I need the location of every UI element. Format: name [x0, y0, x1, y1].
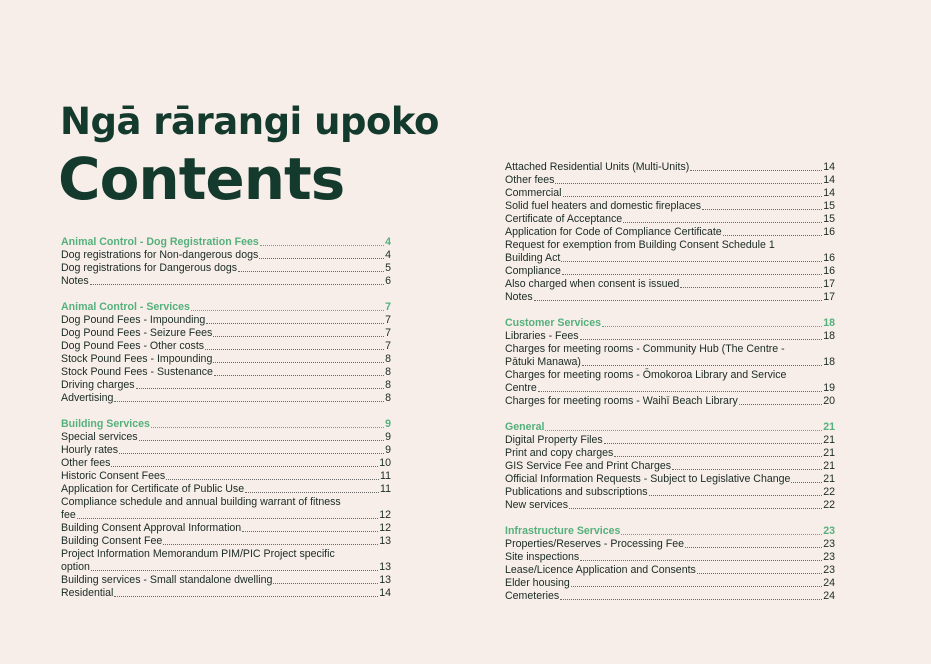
toc-page-number: 18	[823, 317, 835, 329]
toc-entry-label: Charges for meeting rooms - Community Hub (The Centre -	[505, 343, 785, 355]
dot-leader	[139, 440, 385, 441]
dot-leader	[690, 170, 822, 171]
toc-entry[interactable]	[505, 161, 835, 174]
dot-leader	[702, 209, 822, 210]
toc-entry-label-continued: Pātuki Manawa)	[505, 356, 581, 368]
dot-leader	[602, 326, 822, 327]
toc-page-number: 16	[823, 226, 835, 238]
toc-entry-label: Stock Pound Fees - Impounding	[61, 353, 213, 365]
toc-page-number: 7	[385, 301, 391, 313]
toc-entry-label-continued: fee	[61, 509, 76, 521]
toc-entry-label: GIS Service Fee and Print Charges	[505, 460, 672, 472]
page-title-maori: Ngā rārangi upoko	[60, 100, 439, 143]
toc-page-number: 21	[823, 434, 835, 446]
toc-entry[interactable]	[61, 366, 391, 379]
dot-leader	[114, 401, 384, 402]
toc-entry-label: Other fees	[505, 174, 555, 186]
toc-entry-label: Advertising	[61, 392, 114, 404]
toc-section	[505, 525, 835, 603]
toc-entry[interactable]	[505, 460, 835, 473]
toc-entry[interactable]	[61, 496, 391, 522]
toc-entry-label: Attached Residential Units (Multi-Units)	[505, 161, 690, 173]
dot-leader	[245, 492, 379, 493]
toc-entry-label: Application for Code of Compliance Certificate	[505, 226, 722, 238]
toc-entry-label: Dog Pound Fees - Impounding	[61, 314, 206, 326]
toc-entry-label: Dog registrations for Non-dangerous dogs	[61, 249, 259, 261]
toc-page-number: 4	[385, 249, 391, 261]
toc-page-number: 12	[379, 522, 391, 534]
toc-page-number: 7	[385, 340, 391, 352]
toc-section	[505, 421, 835, 512]
toc-page-number: 22	[823, 486, 835, 498]
toc-entry[interactable]	[505, 343, 835, 369]
dot-leader	[111, 466, 378, 467]
toc-entry[interactable]	[505, 291, 835, 304]
toc-page-number: 23	[823, 525, 835, 537]
toc-entry[interactable]	[505, 174, 835, 187]
dot-leader	[260, 245, 384, 246]
toc-entry[interactable]	[61, 314, 391, 327]
toc-entry-label: Notes	[505, 291, 533, 303]
dot-leader	[580, 339, 823, 340]
toc-page-number: 9	[385, 418, 391, 430]
dot-leader	[534, 300, 823, 301]
dot-leader	[555, 183, 822, 184]
toc-section-label: Animal Control - Services	[61, 301, 190, 313]
toc-entry[interactable]	[61, 392, 391, 405]
toc-page-number: 19	[823, 382, 835, 394]
toc-entry[interactable]	[61, 444, 391, 457]
toc-entry[interactable]	[61, 470, 391, 483]
toc-entry[interactable]	[505, 239, 835, 265]
dot-leader	[206, 323, 384, 324]
dot-leader	[571, 586, 822, 587]
toc-entry-label: Commercial	[505, 187, 562, 199]
toc-entry[interactable]	[61, 535, 391, 548]
toc-entry-label: Lease/Licence Application and Consents	[505, 564, 696, 576]
toc-entry-label-continued: Centre	[505, 382, 537, 394]
dot-leader	[213, 362, 384, 363]
toc-entry-label: Driving charges	[61, 379, 135, 391]
toc-entry-label: Building Consent Approval Information	[61, 522, 242, 534]
toc-page-number: 13	[379, 574, 391, 586]
toc-page-number: 8	[385, 353, 391, 365]
toc-page-number: 4	[385, 236, 391, 248]
toc-entry-label: Compliance schedule and annual building warrant of fitness	[61, 496, 341, 508]
dot-leader	[163, 544, 378, 545]
toc-page-number: 17	[823, 291, 835, 303]
dot-leader	[685, 547, 822, 548]
toc-entry-label: Certificate of Acceptance	[505, 213, 623, 225]
toc-entry-label: Site inspections	[505, 551, 580, 563]
dot-leader	[649, 495, 823, 496]
toc-page-number: 6	[385, 275, 391, 287]
toc-entry-label: Other fees	[61, 457, 111, 469]
toc-entry-label: New services	[505, 499, 568, 511]
toc-page-number: 22	[823, 499, 835, 511]
dot-leader	[114, 596, 378, 597]
toc-entry-label: Official Information Requests - Subject to Legislative Change	[505, 473, 791, 485]
dot-leader	[697, 573, 822, 574]
toc-entry-label: Digital Property Files	[505, 434, 603, 446]
toc-page-number: 23	[823, 564, 835, 576]
toc-page-number: 21	[823, 447, 835, 459]
dot-leader	[191, 310, 384, 311]
dot-leader	[561, 261, 822, 262]
toc-entry-label: Request for exemption from Building Consent Schedule 1	[505, 239, 775, 251]
toc-right-column	[505, 161, 835, 616]
toc-entry[interactable]	[61, 457, 391, 470]
toc-entry-label: Application for Certificate of Public Use	[61, 483, 245, 495]
dot-leader	[723, 235, 823, 236]
toc-page-number: 14	[823, 187, 835, 199]
toc-entry[interactable]	[505, 226, 835, 239]
toc-entry[interactable]	[61, 275, 391, 288]
toc-entry[interactable]	[61, 340, 391, 353]
toc-page-number: 7	[385, 314, 391, 326]
dot-leader	[77, 518, 378, 519]
dot-leader	[259, 258, 384, 259]
toc-page-number: 13	[379, 535, 391, 547]
toc-entry[interactable]	[61, 249, 391, 262]
dot-leader	[582, 365, 822, 366]
dot-leader	[623, 222, 822, 223]
toc-entry-label: Notes	[61, 275, 89, 287]
toc-section-heading[interactable]	[505, 525, 835, 538]
toc-section-label: General	[505, 421, 545, 433]
toc-page-number: 12	[379, 509, 391, 521]
toc-page-number: 15	[823, 200, 835, 212]
toc-page-number: 23	[823, 551, 835, 563]
toc-section-label: Animal Control - Dog Registration Fees	[61, 236, 259, 248]
dot-leader	[91, 570, 378, 571]
toc-page-number: 11	[380, 470, 391, 482]
toc-entry-label: Print and copy charges	[505, 447, 614, 459]
toc-entry-label-continued: Building Act	[505, 252, 561, 264]
toc-entry[interactable]	[505, 278, 835, 291]
toc-entry[interactable]	[505, 369, 835, 395]
toc-page-number: 14	[379, 587, 391, 599]
toc-entry[interactable]	[505, 200, 835, 213]
toc-entry-label: Dog Pound Fees - Other costs	[61, 340, 205, 352]
toc-entry[interactable]	[505, 551, 835, 564]
toc-section-heading[interactable]	[61, 236, 391, 249]
dot-leader	[213, 336, 384, 337]
dot-leader	[569, 508, 822, 509]
dot-leader	[604, 443, 822, 444]
toc-entry[interactable]	[505, 486, 835, 499]
toc-section-label: Building Services	[61, 418, 150, 430]
toc-section-heading[interactable]	[505, 421, 835, 434]
toc-left-column	[61, 236, 391, 613]
toc-section	[61, 301, 391, 405]
toc-page-number: 15	[823, 213, 835, 225]
toc-entry-label: Cemeteries	[505, 590, 560, 602]
dot-leader	[238, 271, 384, 272]
dot-leader	[151, 427, 384, 428]
toc-entry[interactable]	[61, 262, 391, 275]
toc-page-number: 24	[823, 577, 835, 589]
dot-leader	[205, 349, 384, 350]
toc-section-heading[interactable]	[61, 301, 391, 314]
toc-entry[interactable]	[505, 473, 835, 486]
toc-page-number: 9	[385, 431, 391, 443]
dot-leader	[242, 531, 378, 532]
toc-entry-label: Building Consent Fee	[61, 535, 163, 547]
toc-section-heading[interactable]	[505, 317, 835, 330]
toc-page-number: 11	[380, 483, 391, 495]
dot-leader	[538, 391, 822, 392]
toc-page-number: 14	[823, 161, 835, 173]
dot-leader	[580, 560, 822, 561]
toc-page-number: 16	[823, 252, 835, 264]
toc-page-number: 18	[823, 330, 835, 342]
toc-entry[interactable]	[505, 187, 835, 200]
toc-entry[interactable]	[505, 434, 835, 447]
dot-leader	[739, 404, 822, 405]
dot-leader	[90, 284, 384, 285]
dot-leader	[621, 534, 822, 535]
dot-leader	[562, 274, 822, 275]
toc-section	[505, 317, 835, 408]
toc-entry-label: Libraries - Fees	[505, 330, 579, 342]
toc-entry[interactable]	[505, 564, 835, 577]
toc-entry[interactable]	[505, 265, 835, 278]
toc-entry[interactable]	[61, 574, 391, 587]
dot-leader	[545, 430, 822, 431]
toc-page-number: 16	[823, 265, 835, 277]
toc-entry[interactable]	[61, 379, 391, 392]
toc-section-label: Infrastructure Services	[505, 525, 621, 537]
toc-page-number: 7	[385, 327, 391, 339]
toc-entry-label: Residential	[61, 587, 114, 599]
toc-entry[interactable]	[505, 577, 835, 590]
toc-entry[interactable]	[505, 590, 835, 603]
toc-page-number: 21	[823, 460, 835, 472]
toc-entry-label: Stock Pound Fees - Sustenance	[61, 366, 213, 378]
toc-entry-label: Building services - Small standalone dwelling	[61, 574, 273, 586]
toc-section	[61, 236, 391, 288]
toc-entry-label: Dog registrations for Dangerous dogs	[61, 262, 238, 274]
toc-entry[interactable]	[505, 330, 835, 343]
toc-entry-label: Properties/Reserves - Processing Fee	[505, 538, 684, 550]
toc-entry-label-continued: option	[61, 561, 90, 573]
toc-page-number: 21	[823, 421, 835, 433]
toc-entry-label: Charges for meeting rooms - Waihī Beach Library	[505, 395, 738, 407]
toc-page-number: 17	[823, 278, 835, 290]
toc-section-heading[interactable]	[61, 418, 391, 431]
dot-leader	[119, 453, 384, 454]
toc-entry-label: Elder housing	[505, 577, 570, 589]
dot-leader	[791, 482, 822, 483]
page-title-english: Contents	[58, 145, 345, 213]
toc-entry-label: Also charged when consent is issued	[505, 278, 680, 290]
toc-entry-label: Solid fuel heaters and domestic fireplaces	[505, 200, 702, 212]
toc-page-number: 14	[823, 174, 835, 186]
toc-entry[interactable]	[61, 327, 391, 340]
toc-entry-label: Historic Consent Fees	[61, 470, 166, 482]
toc-entry[interactable]	[61, 522, 391, 535]
toc-entry-label: Publications and subscriptions	[505, 486, 648, 498]
dot-leader	[136, 388, 384, 389]
toc-entry[interactable]	[61, 548, 391, 574]
toc-section	[61, 418, 391, 600]
dot-leader	[560, 599, 822, 600]
toc-page-number: 18	[823, 356, 835, 368]
toc-page-number: 23	[823, 538, 835, 550]
toc-page-number: 8	[385, 366, 391, 378]
toc-entry[interactable]	[505, 538, 835, 551]
toc-page-number: 13	[379, 561, 391, 573]
toc-entry-label: Project Information Memorandum PIM/PIC Project specific	[61, 548, 335, 560]
dot-leader	[614, 456, 822, 457]
dot-leader	[680, 287, 822, 288]
toc-entry[interactable]	[505, 447, 835, 460]
toc-page-number: 8	[385, 392, 391, 404]
toc-entry[interactable]	[505, 213, 835, 226]
toc-page-number: 5	[385, 262, 391, 274]
toc-entry-label: Charges for meeting rooms - Ōmokoroa Library and Service	[505, 369, 787, 381]
toc-page-number: 20	[823, 395, 835, 407]
toc-page-number: 8	[385, 379, 391, 391]
toc-entry-label: Compliance	[505, 265, 561, 277]
dot-leader	[166, 479, 379, 480]
toc-page-number: 9	[385, 444, 391, 456]
dot-leader	[214, 375, 384, 376]
toc-entry[interactable]	[61, 431, 391, 444]
toc-page-number: 24	[823, 590, 835, 602]
toc-section-continued	[505, 161, 835, 304]
toc-entry-label: Hourly rates	[61, 444, 119, 456]
toc-entry[interactable]	[505, 395, 835, 408]
toc-entry[interactable]	[61, 483, 391, 496]
toc-entry[interactable]	[505, 499, 835, 512]
toc-entry-label: Dog Pound Fees - Seizure Fees	[61, 327, 213, 339]
toc-section-label: Customer Services	[505, 317, 601, 329]
dot-leader	[273, 583, 378, 584]
toc-entry[interactable]	[61, 587, 391, 600]
toc-page-number: 21	[823, 473, 835, 485]
toc-entry[interactable]	[61, 353, 391, 366]
dot-leader	[563, 196, 823, 197]
dot-leader	[672, 469, 822, 470]
toc-page-number: 10	[379, 457, 391, 469]
toc-entry-label: Special services	[61, 431, 138, 443]
